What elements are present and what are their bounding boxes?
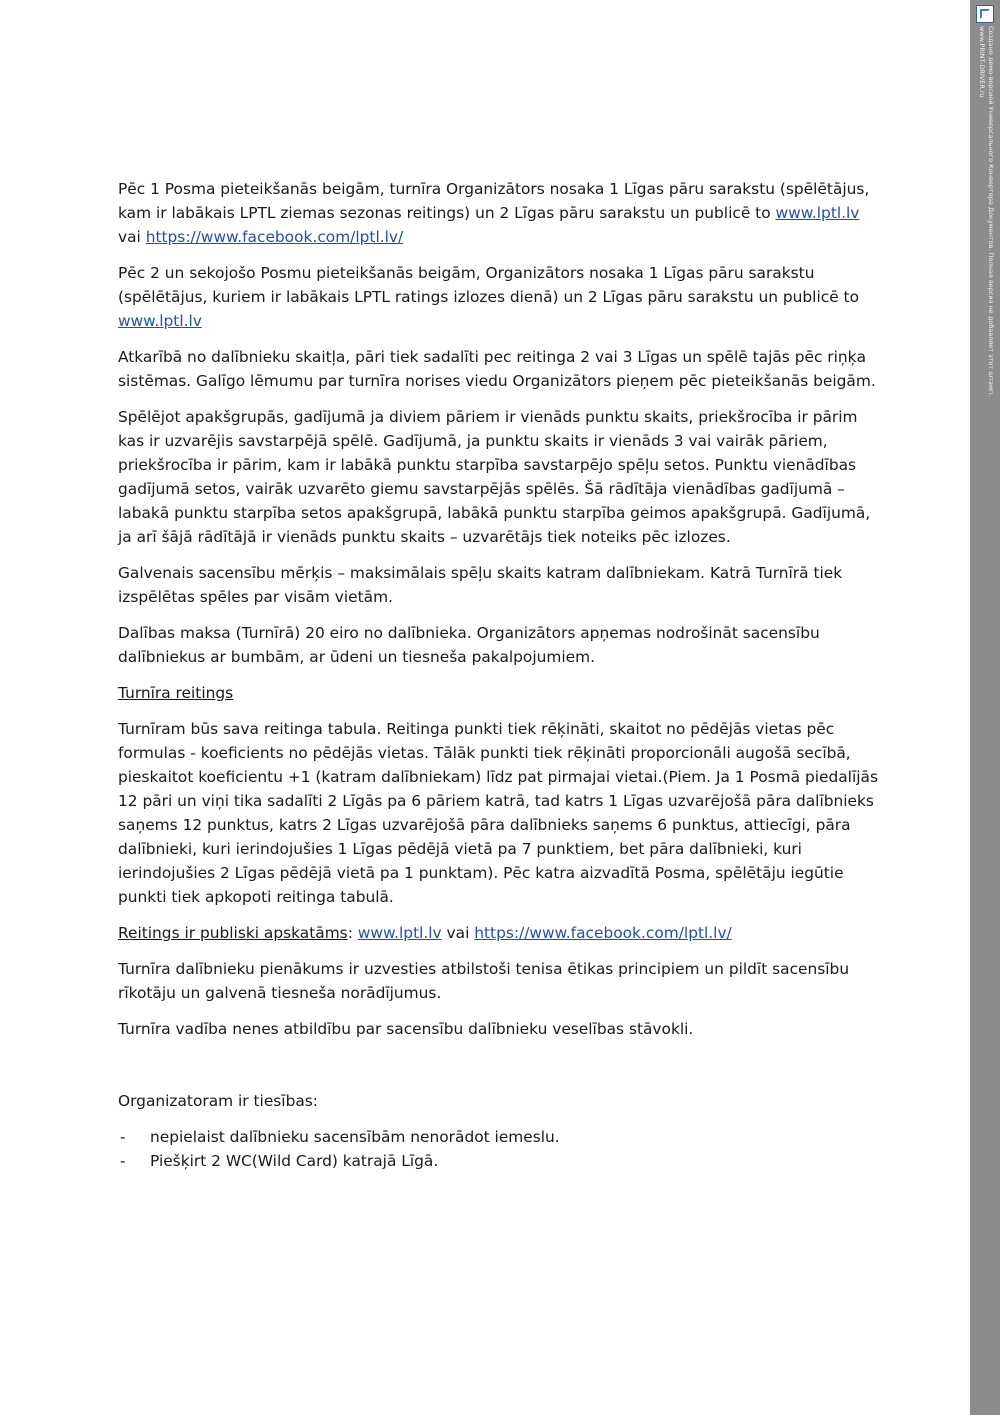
- paragraph-entry-fee: Dalības maksa (Turnīrā) 20 eiro no dalībnieka. Organizātors apņemas nodrošināt sacensību dalībniekus ar bumbām, ar ūdeni un tiesneša pakalpojumiem.: [118, 624, 820, 666]
- paragraph-rating-public: [118, 921, 878, 945]
- lptl-website-link[interactable]: www.lptl.lv: [357, 924, 442, 942]
- paragraph-tiebreak-rules: Spēlējot apakšgrupās, gadījumā ja diviem pāriem ir vienāds punktu skaits, priekšrocība ir pārim kas ir uzvarējis savstarpējā spēlē. Gadījumā, ja punktu skaits ir vienāds 3 vai vairāk pāriem, priekšrocība ir pārim, kam ir labākā punktu starpība savstarpējo spēļu setos. Punktu vienādības gadījumā setos, vairāk uzvarēto giemu savstarpējās spēlēs. Šā rādītāja vienādības gadījumā – labakā punktu starpība setos apakšgrupā, labākā punktu starpība geimos apakšgrupā. Gadījumā, ja arī šājā rādītājā ir vienāds punktu skaits – uzvarētājs tiek noteiks pēc izlozes.: [118, 408, 871, 546]
- bullet-dash: -: [120, 1128, 126, 1146]
- demo-watermark-sidebar: [970, 0, 1000, 1415]
- paragraph-main-goal: Galvenais sacensību mērķis – maksimālais spēļu skaits katram dalībniekam. Katrā Turnīrā tiek izspēlētas spēles par visām vietām.: [118, 564, 843, 606]
- paragraph-liability: Turnīra vadība nenes atbildību par sacensību dalībnieku veselības stāvokli.: [118, 1020, 694, 1038]
- connector-text: vai: [441, 924, 475, 942]
- section-heading-rating: [118, 681, 878, 705]
- paragraph-organizer-rights: Organizatoram ir tiesības:: [118, 1092, 318, 1110]
- lptl-website-link[interactable]: www.lptl.lv: [775, 204, 860, 222]
- document-body: [118, 177, 878, 1173]
- bullet-dash: -: [120, 1152, 126, 1170]
- heading-text: Turnīra reitings: [118, 684, 234, 702]
- watermark-text: [975, 26, 995, 406]
- list-item-text: Piešķirt 2 WC(Wild Card) katrajā Līgā.: [150, 1152, 439, 1170]
- list-item: [118, 1149, 878, 1173]
- lptl-website-link[interactable]: www.lptl.lv: [118, 312, 202, 330]
- paragraph-pair-division: Atkarībā no dalībnieku skaitļa, pāri tiek sadalīti pec reitinga 2 vai 3 Līgas un spēlē tajās pēc riņķa sistēmas. Galīgo lēmumu par turnīra norises viedu Organizātors pieņem pēc pieteikšanās beigām.: [118, 348, 876, 390]
- paragraph-league-lists-next-stages: [118, 261, 878, 333]
- converter-logo-icon: [976, 5, 994, 23]
- list-item: [118, 1125, 878, 1149]
- rating-public-label: Reitings ir publiski apskatāms: [118, 924, 348, 942]
- watermark-line-1: Создано демо-версией Универсального Конвертера Документов. Полная версия не добавляет этот штамп.: [987, 26, 995, 397]
- facebook-link[interactable]: https://www.facebook.com/lptl.lv/: [474, 924, 732, 942]
- spacer: [118, 1053, 878, 1089]
- paragraph-text: Pēc 2 un sekojošo Posmu pieteikšanās beigām, Organizātors nosaka 1 Līgas pāru sarakstu (spēlētājus, kuriem ir labākais LPTL ratings izlozes dienā) un 2 Līgas pāru sarakstu un publicē to: [118, 264, 860, 306]
- connector-text: vai: [118, 228, 146, 246]
- list-item-text: nepielaist dalībnieku sacensībām nenorādot iemeslu.: [150, 1128, 560, 1146]
- paragraph-league-lists-first-stage: [118, 177, 878, 249]
- colon-text: :: [347, 924, 358, 942]
- paragraph-text: Pēc 1 Posma pieteikšanās beigām, turnīra Organizātors nosaka 1 Līgas pāru sarakstu (spēlētājus, kam ir labākais LPTL ziemas sezonas reitings) un 2 Līgas pāru sarakstu un publicē to: [118, 180, 870, 222]
- facebook-link[interactable]: https://www.facebook.com/lptl.lv/: [145, 228, 404, 246]
- organizer-rights-list: [118, 1125, 878, 1173]
- watermark-line-2: www.PRINT-DRIVER.ru: [978, 26, 986, 98]
- paragraph-rating-rules: Turnīram būs sava reitinga tabula. Reitinga punkti tiek rēķināti, skaitot no pēdējās vietas pēc formulas - koeficients no pēdējās vietas. Tālāk punkti tiek rēķināti proporcionāli augošā secībā, pieskaitot koeficientu +1 (katram dalībniekam) līdz pat pirmajai vietai.(Piem. Ja 1 Posmā piedalījās 12 pāri un viņi tika sadalīti 2 Līgās pa 6 pāriem katrā, tad katrs 1 Līgas uzvarējošā pāra dalībnieks saņems 12 punktus, katrs 2 Līgas uzvarējošā pāra dalībnieks saņems 6 punktus, attiecīgi, pāra dalībnieki, kuri ierindojušies 1 Līgas pēdējā vietā pa 7 punktiem, bet pāra dalībnieki, kuri ierindojušies 2 Līgas pēdējā vietā pa 1 punktam). Pēc katra aizvadītā Posma, spēlētāju iegūtie punkti tiek apkopoti reitinga tabulā.: [118, 720, 878, 906]
- paragraph-participant-duties: Turnīra dalībnieku pienākums ir uzvesties atbilstoši tenisa ētikas principiem un pildīt sacensību rīkotāju un galvenā tiesneša norādījumus.: [118, 960, 850, 1002]
